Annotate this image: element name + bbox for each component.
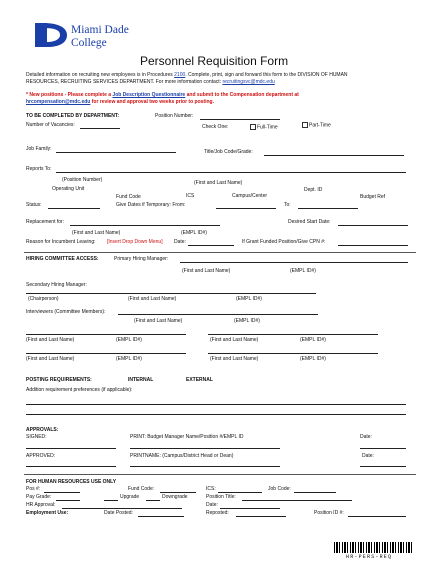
job-family-label: Job Family: — [26, 146, 52, 152]
fund-code-label: Fund Code — [116, 194, 141, 200]
title-grade-label: Title/Job Code/Grade: — [204, 149, 253, 155]
replacement-empl-id-hint: (EMPL ID#) — [181, 230, 207, 236]
committee-heading: HIRING COMMITTEE ACCESS: — [26, 256, 99, 262]
interviewer-2-empl-id-hint: (EMPL ID#) — [116, 337, 142, 343]
interviewer-5-field[interactable] — [208, 353, 378, 354]
hr-pay-grade-label: Pay Grade: — [26, 494, 52, 500]
reports-to-field[interactable] — [56, 172, 406, 173]
from-date-field[interactable] — [216, 208, 276, 209]
position-number-field[interactable] — [200, 119, 280, 120]
print-budget-label: PRINT: Budget Manager Name/Position #/EMPL ID — [130, 434, 244, 440]
new-positions-line1 — [26, 92, 299, 98]
operating-unit-label: Operating Unit — [52, 186, 85, 192]
chairperson-hint: (Chairperson) — [28, 296, 59, 302]
budget-ref-label: Budget Ref — [360, 194, 386, 200]
college-name-line1: Miami Dade — [71, 24, 129, 36]
dept-id-label: Dept. ID — [304, 187, 323, 193]
barcode — [334, 542, 414, 553]
interviewer-5-empl-id-hint: (EMPL ID#) — [300, 356, 326, 362]
section-divider-1 — [24, 252, 416, 253]
approved-date-label: Date: — [362, 453, 374, 459]
approved-date-field[interactable] — [360, 466, 406, 467]
hr-pos-field[interactable] — [44, 492, 80, 493]
additional-requirements-field-1[interactable] — [26, 404, 406, 405]
hr-approval-label: HR Approval: — [26, 502, 56, 508]
desired-start-label: Desired Start Date: — [288, 219, 331, 225]
approved-label: APPROVED: — [26, 453, 56, 459]
part-time-option[interactable] — [302, 122, 331, 128]
to-date-label: To: — [284, 202, 291, 208]
signed-signature-field[interactable] — [26, 448, 116, 449]
secondary-empl-id-hint: (EMPL ID#) — [236, 296, 262, 302]
hr-job-code-field[interactable] — [294, 492, 336, 493]
ics-label: ICS — [186, 193, 195, 199]
hr-fund-code-field[interactable] — [160, 492, 196, 493]
interviewer-1-empl-id-hint: (EMPL ID#) — [234, 318, 260, 324]
approved-signature-field[interactable] — [26, 466, 116, 467]
hr-fund-code-label: Fund Code: — [128, 486, 155, 492]
reports-to-label: Reports To: — [26, 166, 52, 172]
reason-date-field[interactable] — [188, 245, 234, 246]
intro-text-b: . Complete, print, sign and forward this form to the DIVISION OF HUMAN — [185, 72, 348, 78]
dept-heading: TO BE COMPLETED BY DEPARTMENT: — [26, 113, 120, 119]
part-time-label: Part-Time — [309, 122, 331, 129]
interviewer-4-name-hint: (First and Last Name) — [26, 356, 75, 362]
new-positions-line2 — [26, 99, 214, 105]
grant-cpn-field[interactable] — [338, 245, 408, 246]
secondary-name-hint: (First and Last Name) — [128, 296, 177, 302]
replacement-for-label: Replacement for: — [26, 219, 65, 225]
hr-upgrade-option[interactable]: Upgrade — [120, 494, 140, 500]
barcode-text: HR-PERS-REQ — [346, 554, 393, 560]
intro-line1 — [26, 72, 348, 78]
interviewer-3-field[interactable] — [208, 334, 378, 335]
interviewer-4-field[interactable] — [26, 353, 186, 354]
check-one-label: Check One: — [202, 124, 229, 130]
signed-label: SIGNED: — [26, 434, 47, 440]
compensation-email-link[interactable]: hrcompensation@mdc.edu — [26, 99, 91, 105]
vacancies-label: Number of Vacancies: — [26, 122, 75, 128]
reports-position-number-hint: (Position Number) — [62, 177, 103, 183]
external-option[interactable]: EXTERNAL — [186, 377, 213, 383]
primary-manager-label: Primary Hiring Manager: — [114, 256, 169, 262]
interviewer-3-name-hint: (First and Last Name) — [210, 337, 259, 343]
additional-requirements-field-2[interactable] — [26, 414, 406, 415]
procedure-link[interactable]: 2100 — [174, 72, 186, 78]
interviewer-4-empl-id-hint: (EMPL ID#) — [116, 356, 142, 362]
primary-manager-field[interactable] — [180, 262, 408, 263]
form-title: Personnel Requisition Form — [140, 54, 289, 68]
approvals-heading: APPROVALS: — [26, 427, 59, 433]
reports-name-hint: (First and Last Name) — [194, 180, 243, 186]
intro-text-c: RESOURCES, RECRUITING SERVICES DEPARTMENT. For more information contact: — [26, 79, 223, 85]
hr-date-field[interactable] — [220, 508, 280, 509]
hr-date-posted-label: Date Posted: — [104, 510, 133, 516]
full-time-checkbox[interactable] — [250, 124, 256, 130]
desired-start-field[interactable] — [338, 225, 408, 226]
hr-date-label: Date: — [206, 502, 218, 508]
intro-line2 — [26, 79, 275, 85]
to-date-field[interactable] — [298, 208, 358, 209]
hr-position-title-field[interactable] — [242, 500, 352, 501]
title-grade-field[interactable] — [264, 155, 404, 156]
hr-ics-field[interactable] — [218, 492, 262, 493]
replacement-for-field[interactable] — [70, 225, 220, 226]
hr-position-id-field[interactable] — [348, 516, 406, 517]
interviewers-label: Interviewers (Committee Members): — [26, 309, 106, 315]
interviewer-1-field[interactable] — [118, 314, 318, 315]
signed-date-label: Date: — [360, 434, 372, 440]
posting-heading: POSTING REQUIREMENTS: — [26, 377, 92, 383]
temporary-dates-label: Give Dates if Temporary: From: — [116, 202, 186, 208]
primary-empl-id-hint: (EMPL ID#) — [290, 268, 316, 274]
additional-requirements-label: Addition requirement preferences (if applicable): — [26, 387, 133, 393]
new-positions-text-b: and submit to the Compensation department at — [185, 92, 299, 98]
hr-date-posted-field[interactable] — [138, 516, 184, 517]
hr-downgrade-field[interactable] — [146, 500, 160, 501]
interviewer-2-field[interactable] — [26, 334, 186, 335]
budget-manager-field[interactable] — [130, 448, 280, 449]
hr-employment-use-label: Employment Use: — [26, 510, 69, 516]
job-family-field[interactable] — [56, 152, 176, 153]
status-label: Status: — [26, 202, 42, 208]
primary-name-hint: (First and Last Name) — [182, 268, 231, 274]
part-time-checkbox[interactable] — [302, 122, 308, 128]
hr-downgrade-option[interactable]: Downgrade — [162, 494, 188, 500]
printname-label: PRINTNAME: (Campus/District Head or Dean) — [130, 453, 234, 459]
hr-pos-label: Pos #: — [26, 486, 41, 492]
recruiting-email-link[interactable]: recruitingsvc@mdc.edu — [222, 79, 275, 85]
internal-option[interactable]: INTERNAL — [128, 377, 154, 383]
hr-reposted-field[interactable] — [236, 516, 286, 517]
reason-label: Reason for Incumbent Leaving: — [26, 239, 96, 245]
new-positions-text-c: for review and approval two weeks prior to posting. — [90, 99, 214, 105]
hr-position-title-label: Position Title: — [206, 494, 236, 500]
position-number-label: Position Number: — [155, 113, 194, 119]
college-name-line2: College — [71, 37, 107, 49]
hr-job-code-label: Job Code: — [268, 486, 291, 492]
new-positions-text-a: * New positions - Please complete a — [26, 92, 113, 98]
status-field[interactable] — [48, 208, 100, 209]
campus-head-field[interactable] — [130, 466, 280, 467]
mdc-logo-icon — [33, 21, 69, 49]
campus-center-label: Campus/Center — [232, 193, 268, 199]
hr-approval-field[interactable] — [62, 508, 182, 509]
job-questionnaire-link[interactable]: Job Description Questionnaire — [112, 92, 186, 98]
vacancies-field[interactable] — [80, 128, 120, 129]
hr-upgrade-field[interactable] — [104, 500, 118, 501]
hr-position-id-label: Position ID #: — [314, 510, 344, 516]
hr-heading: FOR HUMAN RESOURCES USE ONLY — [26, 479, 117, 485]
interviewer-5-name-hint: (First and Last Name) — [210, 356, 259, 362]
secondary-manager-label: Secondary Hiring Manager: — [26, 282, 87, 288]
interviewer-1-name-hint: (First and Last Name) — [134, 318, 183, 324]
grant-cpn-label: If Grant Funded Position/Give CPN #: — [242, 239, 326, 245]
full-time-label: Full-Time — [257, 124, 278, 131]
interviewer-2-name-hint: (First and Last Name) — [26, 337, 75, 343]
hr-pay-grade-field[interactable] — [56, 500, 80, 501]
section-divider-2 — [24, 474, 416, 475]
hr-ics-label: ICS: — [206, 486, 216, 492]
interviewer-3-empl-id-hint: (EMPL ID#) — [300, 337, 326, 343]
reason-dropdown[interactable]: [Insert Drop Down Menu] — [107, 239, 163, 245]
intro-text-a: Detailed information on recruiting new employees is in Procedures — [26, 72, 175, 78]
hr-reposted-label: Reposted: — [206, 510, 229, 516]
full-time-option[interactable] — [250, 124, 278, 130]
replacement-name-hint: (First and Last Name) — [72, 230, 121, 236]
secondary-manager-field[interactable] — [26, 293, 316, 294]
signed-date-field[interactable] — [360, 448, 406, 449]
reason-date-label: Date: — [174, 239, 186, 245]
